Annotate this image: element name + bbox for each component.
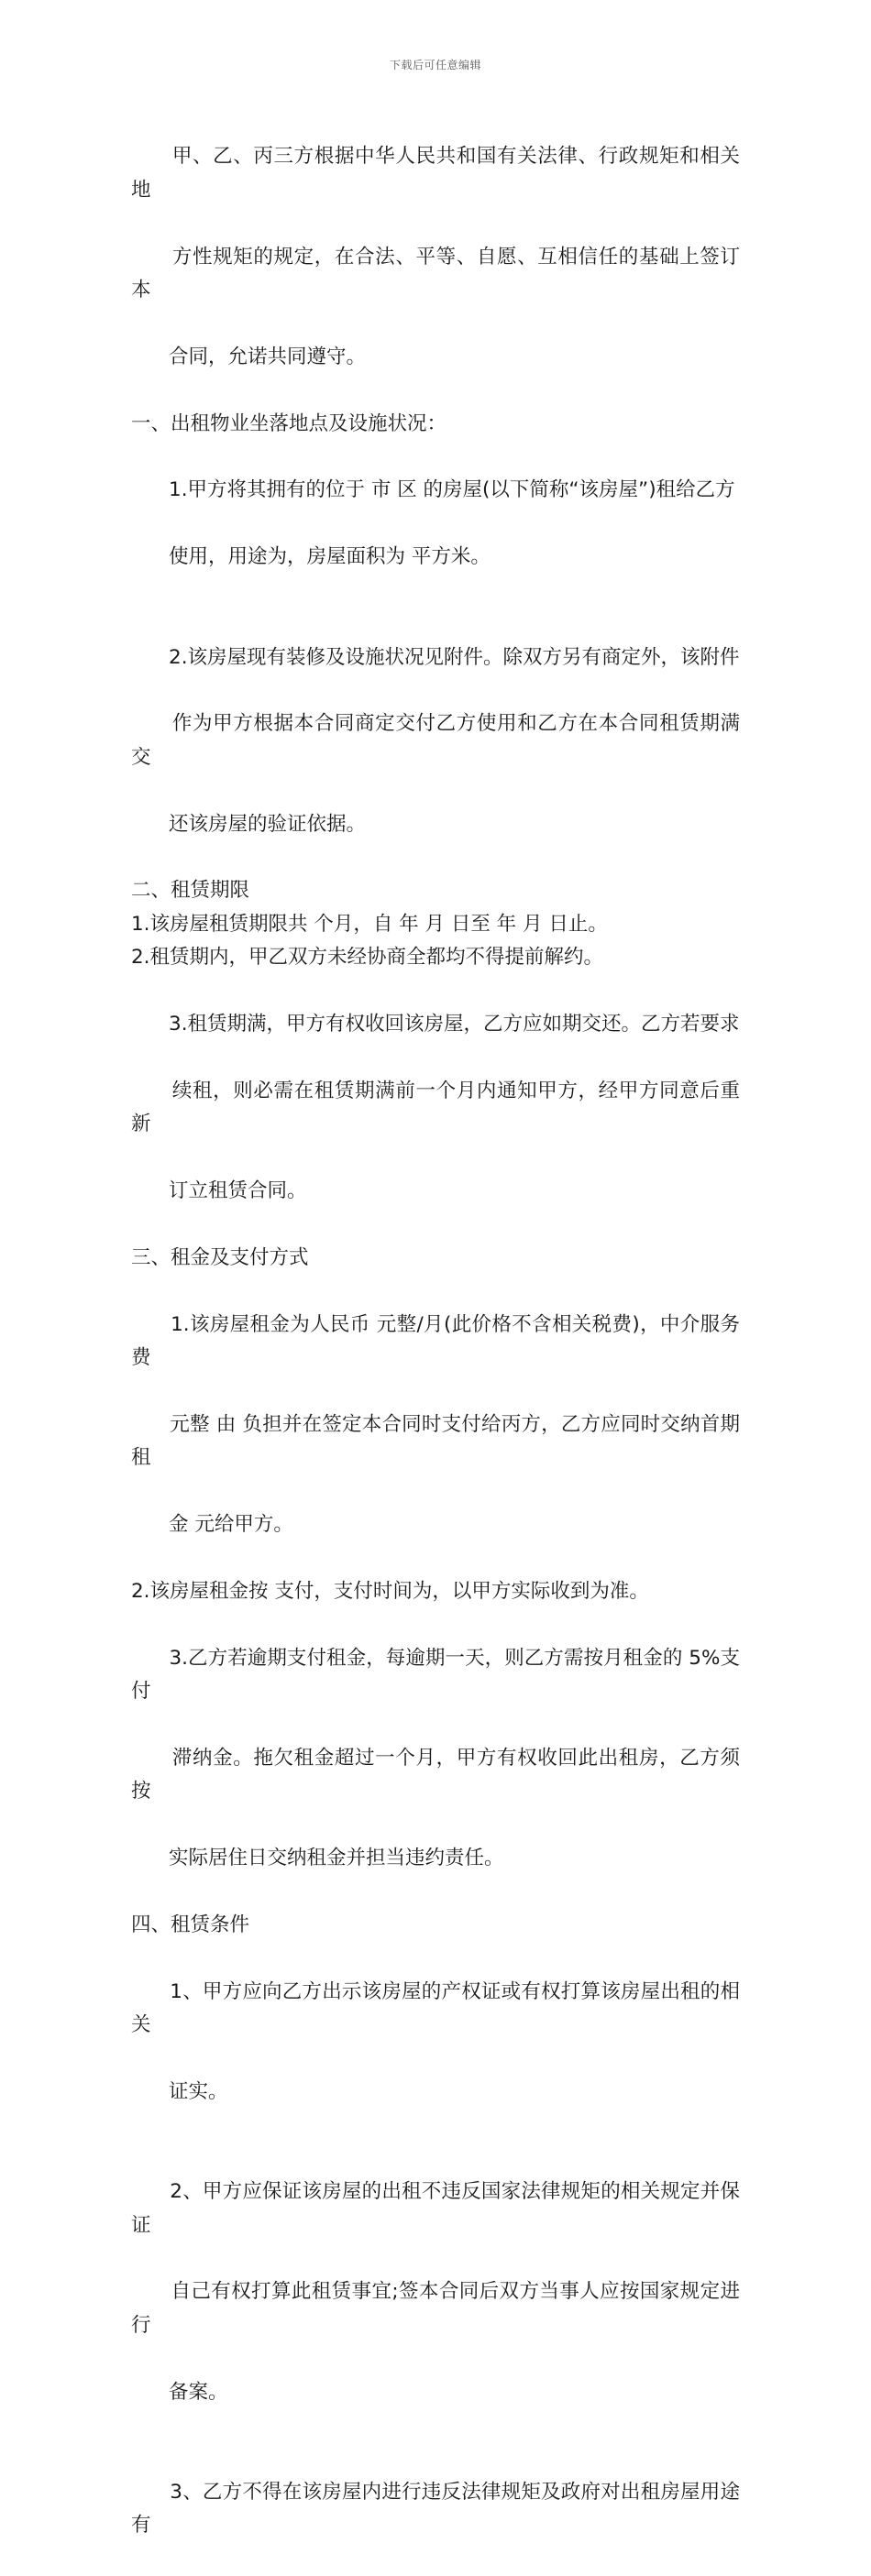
text-line: 2、甲方应保证该房屋的出租不违反国家法律规矩的相关规定并保证 — [131, 2180, 740, 2237]
section-2-title: 二、租赁期限 — [131, 879, 250, 903]
section-3-item-2: 2.该房屋租金按 支付，支付时间为，以甲方实际收到为准。 — [131, 1579, 649, 1603]
section-1-title: 一、出租物业坐落地点及设施状况： — [131, 411, 447, 435]
section-1-item-1 — [131, 441, 740, 608]
section-3-item-1 — [131, 1275, 740, 1575]
text-line: 备案。 — [169, 2380, 228, 2404]
section-3-item-3 — [131, 1608, 740, 1909]
text-line: 元整 由 负担并在签定本合同时支付给丙方，乙方应同时交纳首期租 — [131, 1412, 740, 1470]
text-line: 自己有权打算此租赁事宜;签本合同后双方当事人应按国家规定进行 — [131, 2280, 740, 2337]
section-4-item-3 — [131, 2442, 740, 2576]
text-line: 实际居住日交纳租金并担当违约责任。 — [169, 1847, 504, 1870]
text-line: 1、甲方应向乙方出示该房屋的产权证或有权打算该房屋出租的相关 — [131, 1979, 740, 2037]
section-4-item-2 — [131, 2143, 740, 2443]
section-4-title: 四、租赁条件 — [131, 1913, 250, 1936]
text-line: 1.甲方将其拥有的位于 市 区 的房屋(以下简称“该房屋”)租给乙方 — [169, 478, 735, 502]
section-3-title: 三、租金及支付方式 — [131, 1245, 309, 1269]
text-line: 作为甲方根据本合同商定交付乙方使用和乙方在本合同租赁期满交 — [131, 712, 740, 769]
text-line: 续租，则必需在租赁期满前一个月内通知甲方，经甲方同意后重新 — [131, 1079, 740, 1136]
text-line: 方性规矩的规定，在合法、平等、自愿、互相信任的基础上签订本 — [131, 245, 740, 302]
text-line: 甲、乙、丙三方根据中华人民共和国有关法律、行政规矩和相关地 — [131, 145, 740, 202]
text-line: 3.租赁期满，甲方有权收回该房屋，乙方应如期交还。乙方若要求 — [169, 1012, 740, 1036]
text-line: 还该房屋的验证依据。 — [169, 812, 367, 836]
text-line: 使用，用途为，房屋面积为 平方米。 — [169, 545, 491, 569]
section-1-item-2 — [131, 608, 740, 874]
section-2-item-1: 1.该房屋租赁期限共 个月，自 年 月 日至 年 月 日止。 — [131, 912, 608, 936]
text-line: 3、乙方不得在该房屋内进行违反法律规矩及政府对出租房屋用途有 — [131, 2480, 740, 2538]
text-line: 2.该房屋现有装修及设施状况见附件。除双方另有商定外，该附件 — [169, 645, 740, 669]
text-line: 1.该房屋租金为人民币 元整/月(此价格不含相关税费)，中介服务费 — [131, 1312, 740, 1370]
text-line: 金 元给甲方。 — [169, 1513, 293, 1537]
text-line: 滞纳金。拖欠租金超过一个月，甲方有权收回此出租房，乙方须按 — [131, 1746, 740, 1803]
page-header-note: 下载后可任意编辑 — [389, 59, 481, 71]
text-line: 3.乙方若逾期支付租金，每逾期一天，则乙方需按月租金的 5%支付 — [131, 1646, 740, 1704]
text-line: 证实。 — [169, 2079, 228, 2103]
text-line: 合同，允诺共同遵守。 — [169, 345, 367, 368]
text-line: 订立租赁合同。 — [169, 1179, 307, 1202]
preamble-paragraph — [131, 107, 740, 408]
section-4-item-1 — [131, 1942, 740, 2142]
section-2-item-3 — [131, 975, 740, 1242]
contract-body — [131, 107, 740, 2576]
section-2-item-2: 2.租赁期内，甲乙双方未经协商全都均不得提前解约。 — [131, 946, 604, 970]
